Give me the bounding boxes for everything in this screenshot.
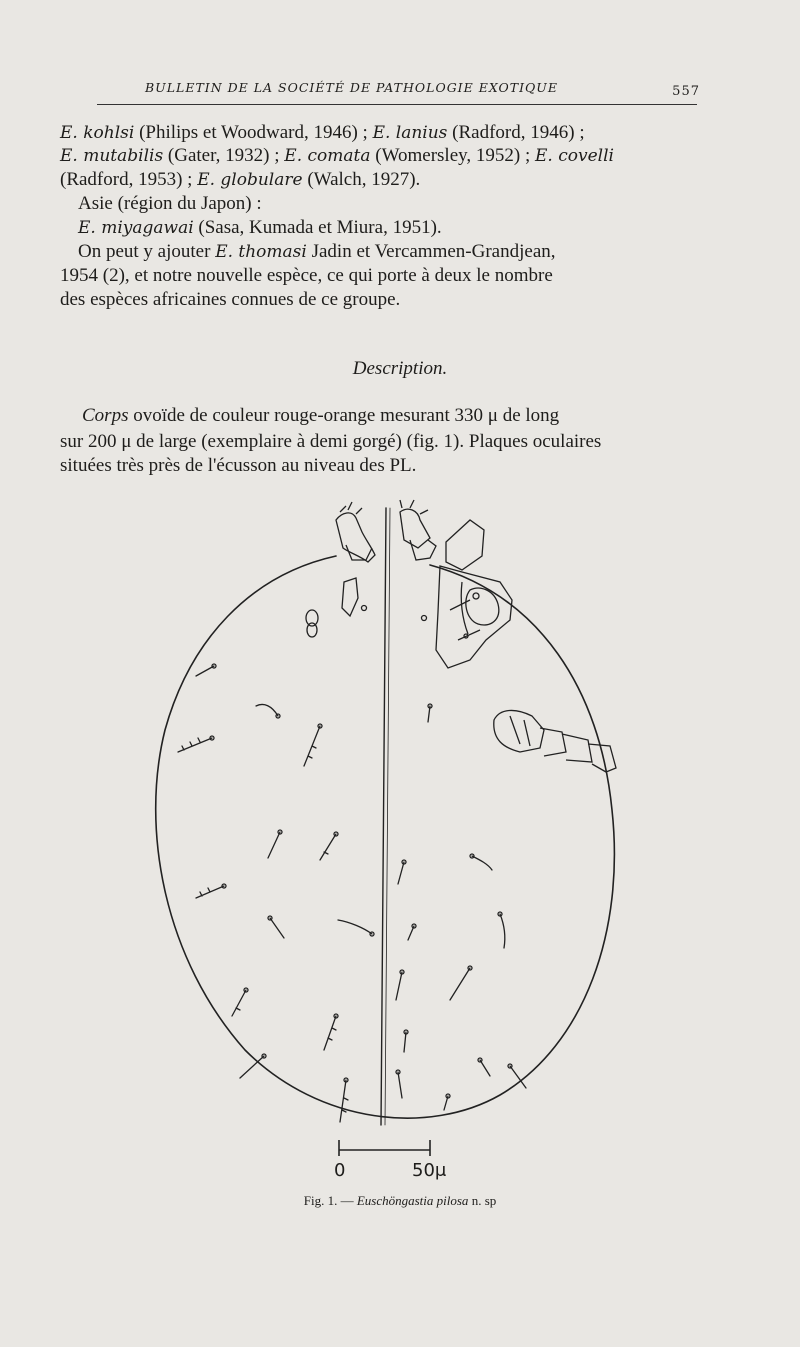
scale-start-label: 0: [334, 1160, 346, 1181]
section-heading: Description.: [352, 358, 448, 379]
caption-species: Euschöngastia pilosa: [356, 1193, 469, 1208]
citation: (Radford, 1946) ;: [447, 122, 585, 143]
citation: (Walch, 1927).: [302, 169, 421, 190]
text-line: 1954 (2), et notre nouvelle espèce, ce qui porte à deux le nombre: [60, 265, 553, 286]
species-name: E. thomasi: [215, 242, 307, 262]
text-span: Jadin et Vercammen-Grandjean,: [306, 241, 556, 262]
journal-title: BULLETIN DE LA SOCIÉTÉ DE PATHOLOGIE EXOTIQUE: [145, 80, 558, 95]
text-line: [82, 405, 559, 427]
citation: (Womersley, 1952) ;: [370, 145, 536, 166]
scale-bar: [334, 1140, 447, 1181]
text-line: [78, 217, 442, 239]
leg-right-middle: [494, 710, 616, 772]
species-name: E. globulare: [197, 170, 303, 190]
text-line: [60, 145, 614, 167]
citation: (Radford, 1953) ;: [60, 169, 198, 190]
mite-illustration: [0, 495, 800, 1185]
citation: (Philips et Woodward, 1946) ;: [134, 122, 373, 143]
species-name: E. kohlsi: [60, 123, 135, 143]
text-line: [78, 241, 556, 263]
leg-right-front: [436, 520, 512, 668]
text-line: Asie (région du Japon) :: [78, 193, 262, 214]
text-line: des espèces africaines connues de ce groupe.: [60, 289, 401, 310]
species-name: E. lanius: [372, 123, 448, 143]
text-line: [60, 169, 420, 191]
text-span: On peut y ajouter: [78, 241, 216, 262]
text-line: [60, 122, 585, 144]
caption-prefix: Fig. 1. —: [303, 1193, 357, 1208]
text-span: ovoïde de couleur rouge-orange mesurant 330 μ de long: [128, 405, 560, 426]
text-line: sur 200 μ de large (exemplaire à demi gorgé) (fig. 1). Plaques oculaires: [60, 431, 602, 452]
header-rule: [97, 104, 697, 105]
species-name: E. mutabilis: [60, 146, 164, 166]
citation: (Sasa, Kumada et Miura, 1951).: [193, 217, 442, 238]
figure-caption: [0, 1193, 800, 1209]
citation: (Gater, 1932) ;: [163, 145, 285, 166]
text-line: situées très près de l'écusson au niveau des PL.: [60, 455, 417, 476]
scutum-left: [306, 578, 427, 637]
setae: [178, 664, 526, 1122]
running-header: [100, 78, 700, 104]
species-name: E. covelli: [535, 146, 614, 166]
body-outline: [156, 508, 615, 1125]
species-name: E. comata: [284, 146, 371, 166]
scale-end-label: 50μ: [412, 1160, 447, 1181]
page-number: 557: [672, 84, 700, 99]
species-name: E. miyagawai: [78, 218, 194, 238]
caption-suffix: n. sp: [468, 1193, 497, 1208]
emphasis-word: Corps: [82, 405, 129, 426]
